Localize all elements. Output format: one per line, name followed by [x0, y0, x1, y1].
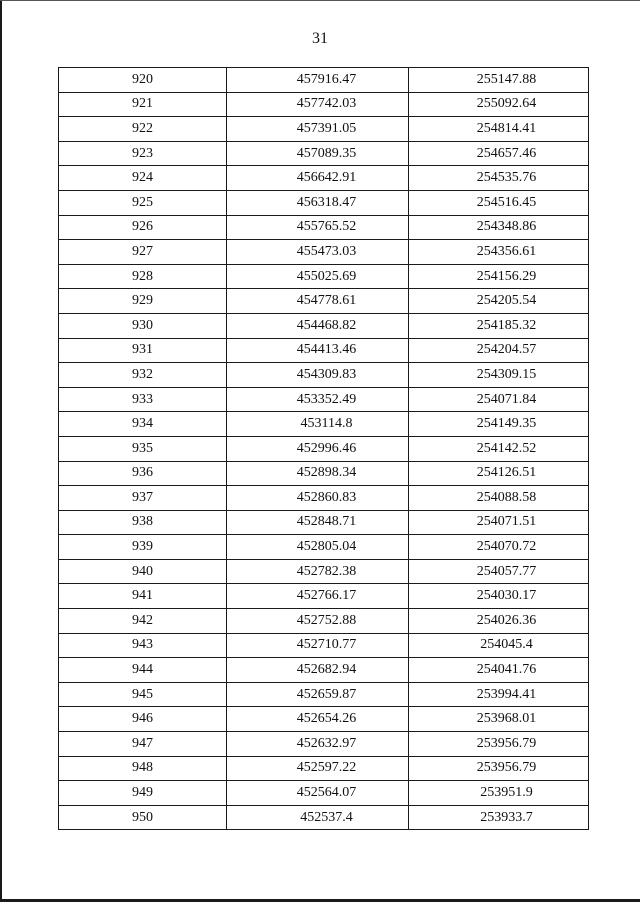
table-row	[59, 633, 589, 658]
y-coordinate-cell: 253951.9	[409, 781, 589, 806]
point-id-cell: 942	[59, 609, 227, 634]
page-edge-top	[0, 0, 640, 1]
point-id-cell: 923	[59, 141, 227, 166]
y-coordinate-cell: 254516.45	[409, 190, 589, 215]
point-id-cell: 943	[59, 633, 227, 658]
point-id-cell: 931	[59, 338, 227, 363]
point-id-cell: 929	[59, 289, 227, 314]
point-id-cell: 940	[59, 559, 227, 584]
table-row	[59, 486, 589, 511]
table-row	[59, 436, 589, 461]
table-row	[59, 117, 589, 142]
x-coordinate-cell: 453114.8	[227, 412, 409, 437]
page-edge-left	[0, 0, 2, 902]
table-row	[59, 756, 589, 781]
table-row	[59, 805, 589, 830]
point-id-cell: 937	[59, 486, 227, 511]
y-coordinate-cell: 254348.86	[409, 215, 589, 240]
table-row	[59, 141, 589, 166]
table-row	[59, 68, 589, 93]
table-row	[59, 559, 589, 584]
point-id-cell: 936	[59, 461, 227, 486]
x-coordinate-cell: 452782.38	[227, 559, 409, 584]
x-coordinate-cell: 452659.87	[227, 682, 409, 707]
table-row	[59, 732, 589, 757]
point-id-cell: 947	[59, 732, 227, 757]
table-row	[59, 584, 589, 609]
x-coordinate-cell: 457916.47	[227, 68, 409, 93]
x-coordinate-cell: 452632.97	[227, 732, 409, 757]
table-row	[59, 166, 589, 191]
table-row	[59, 461, 589, 486]
x-coordinate-cell: 452898.34	[227, 461, 409, 486]
y-coordinate-cell: 253994.41	[409, 682, 589, 707]
y-coordinate-cell: 254149.35	[409, 412, 589, 437]
y-coordinate-cell: 253956.79	[409, 756, 589, 781]
x-coordinate-cell: 452805.04	[227, 535, 409, 560]
y-coordinate-cell: 254356.61	[409, 240, 589, 265]
table-row	[59, 92, 589, 117]
x-coordinate-cell: 452654.26	[227, 707, 409, 732]
y-coordinate-cell: 254026.36	[409, 609, 589, 634]
table-row	[59, 412, 589, 437]
point-id-cell: 926	[59, 215, 227, 240]
y-coordinate-cell: 254088.58	[409, 486, 589, 511]
point-id-cell: 924	[59, 166, 227, 191]
y-coordinate-cell: 254657.46	[409, 141, 589, 166]
y-coordinate-cell: 254071.51	[409, 510, 589, 535]
table-row	[59, 215, 589, 240]
y-coordinate-cell: 254309.15	[409, 363, 589, 388]
y-coordinate-cell: 254045.4	[409, 633, 589, 658]
table-row	[59, 363, 589, 388]
coordinate-table-body	[59, 68, 589, 830]
x-coordinate-cell: 452996.46	[227, 436, 409, 461]
point-id-cell: 941	[59, 584, 227, 609]
x-coordinate-cell: 452766.17	[227, 584, 409, 609]
point-id-cell: 946	[59, 707, 227, 732]
table-row	[59, 658, 589, 683]
page-number: 31	[312, 30, 328, 47]
x-coordinate-cell: 452537.4	[227, 805, 409, 830]
point-id-cell: 922	[59, 117, 227, 142]
y-coordinate-cell: 255147.88	[409, 68, 589, 93]
point-id-cell: 948	[59, 756, 227, 781]
y-coordinate-cell: 253968.01	[409, 707, 589, 732]
y-coordinate-cell: 254535.76	[409, 166, 589, 191]
point-id-cell: 934	[59, 412, 227, 437]
x-coordinate-cell: 457391.05	[227, 117, 409, 142]
table-row	[59, 289, 589, 314]
table-row	[59, 781, 589, 806]
table-row	[59, 313, 589, 338]
point-id-cell: 949	[59, 781, 227, 806]
point-id-cell: 930	[59, 313, 227, 338]
x-coordinate-cell: 452752.88	[227, 609, 409, 634]
point-id-cell: 945	[59, 682, 227, 707]
y-coordinate-cell: 253956.79	[409, 732, 589, 757]
coordinate-table	[58, 67, 589, 830]
point-id-cell: 925	[59, 190, 227, 215]
x-coordinate-cell: 453352.49	[227, 387, 409, 412]
table-row	[59, 264, 589, 289]
x-coordinate-cell: 452848.71	[227, 510, 409, 535]
x-coordinate-cell: 456318.47	[227, 190, 409, 215]
y-coordinate-cell: 254057.77	[409, 559, 589, 584]
x-coordinate-cell: 454468.82	[227, 313, 409, 338]
x-coordinate-cell: 457742.03	[227, 92, 409, 117]
y-coordinate-cell: 254030.17	[409, 584, 589, 609]
y-coordinate-cell: 254156.29	[409, 264, 589, 289]
point-id-cell: 950	[59, 805, 227, 830]
x-coordinate-cell: 452597.22	[227, 756, 409, 781]
point-id-cell: 928	[59, 264, 227, 289]
x-coordinate-cell: 452682.94	[227, 658, 409, 683]
table-row	[59, 338, 589, 363]
table-row	[59, 535, 589, 560]
x-coordinate-cell: 455025.69	[227, 264, 409, 289]
table-row	[59, 190, 589, 215]
y-coordinate-cell: 254185.32	[409, 313, 589, 338]
y-coordinate-cell: 254126.51	[409, 461, 589, 486]
x-coordinate-cell: 456642.91	[227, 166, 409, 191]
point-id-cell: 944	[59, 658, 227, 683]
point-id-cell: 927	[59, 240, 227, 265]
y-coordinate-cell: 254142.52	[409, 436, 589, 461]
point-id-cell: 920	[59, 68, 227, 93]
y-coordinate-cell: 254070.72	[409, 535, 589, 560]
point-id-cell: 933	[59, 387, 227, 412]
x-coordinate-cell: 454309.83	[227, 363, 409, 388]
x-coordinate-cell: 454413.46	[227, 338, 409, 363]
table-row	[59, 510, 589, 535]
y-coordinate-cell: 254205.54	[409, 289, 589, 314]
table-row	[59, 707, 589, 732]
y-coordinate-cell: 253933.7	[409, 805, 589, 830]
y-coordinate-cell: 254071.84	[409, 387, 589, 412]
x-coordinate-cell: 457089.35	[227, 141, 409, 166]
table-row	[59, 240, 589, 265]
point-id-cell: 921	[59, 92, 227, 117]
x-coordinate-cell: 455765.52	[227, 215, 409, 240]
x-coordinate-cell: 452564.07	[227, 781, 409, 806]
y-coordinate-cell: 254204.57	[409, 338, 589, 363]
table-row	[59, 387, 589, 412]
y-coordinate-cell: 254814.41	[409, 117, 589, 142]
table-row	[59, 609, 589, 634]
point-id-cell: 938	[59, 510, 227, 535]
point-id-cell: 932	[59, 363, 227, 388]
x-coordinate-cell: 454778.61	[227, 289, 409, 314]
y-coordinate-cell: 255092.64	[409, 92, 589, 117]
y-coordinate-cell: 254041.76	[409, 658, 589, 683]
x-coordinate-cell: 455473.03	[227, 240, 409, 265]
x-coordinate-cell: 452860.83	[227, 486, 409, 511]
table-row	[59, 682, 589, 707]
point-id-cell: 935	[59, 436, 227, 461]
point-id-cell: 939	[59, 535, 227, 560]
x-coordinate-cell: 452710.77	[227, 633, 409, 658]
